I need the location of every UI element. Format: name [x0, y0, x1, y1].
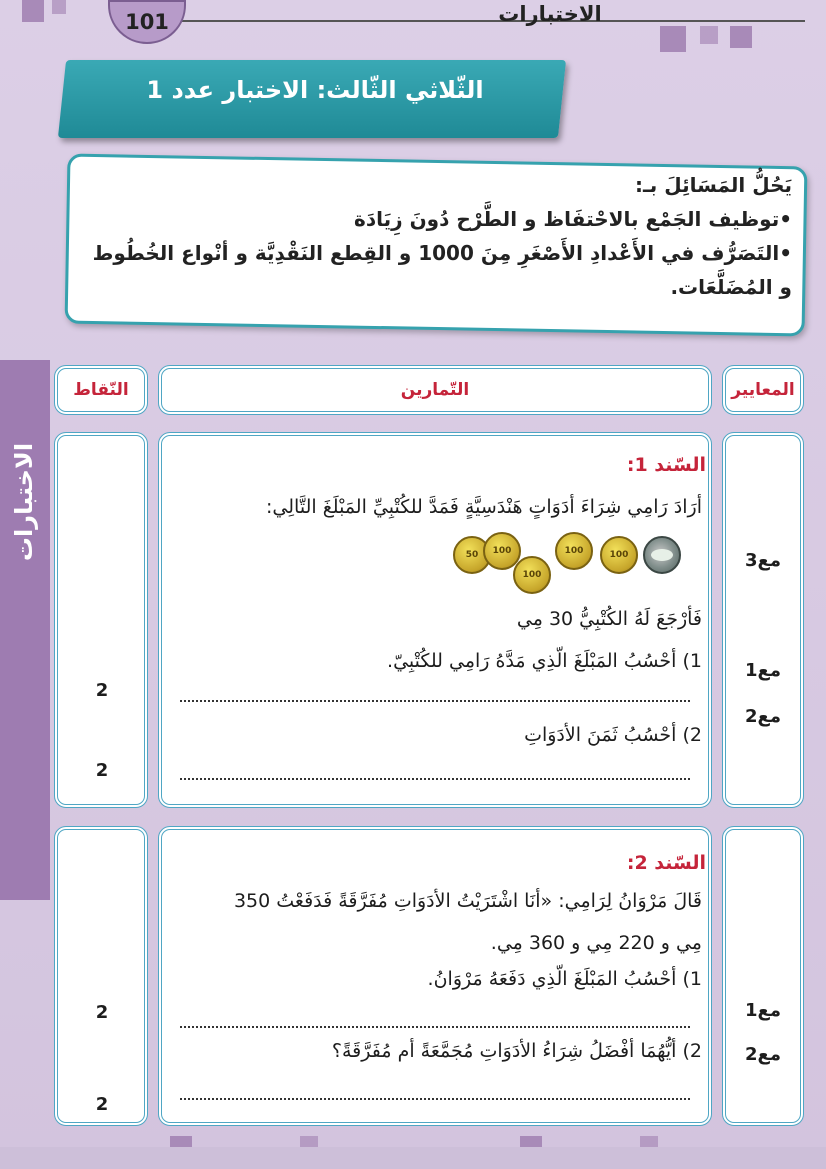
header-section-title: الاختبارات	[498, 2, 602, 26]
header-criteria: المعايير	[731, 380, 795, 400]
decor-square	[730, 26, 752, 48]
decor-square	[660, 26, 686, 52]
section2-heading: السّند 2:	[626, 852, 706, 874]
bimetal-coin	[643, 536, 681, 574]
criterion-label: مع1	[745, 1000, 781, 1021]
section1-heading: السّند 1:	[626, 454, 706, 476]
coin-100: 100	[483, 532, 521, 570]
answer-line	[180, 1098, 690, 1100]
coin-100: 100	[555, 532, 593, 570]
decor-square	[22, 0, 44, 22]
points-value: 2	[95, 760, 109, 781]
section2-criteria-cell	[722, 826, 804, 1126]
objective-line: •توظيف الجَمْع بالاحْتفَاظ و الطَّرْح دُونَ زِيَادَة	[354, 207, 792, 231]
decor-square	[700, 26, 718, 44]
section1-intro: أرَادَ رَامِي شِرَاءَ أدَوَاتٍ هَنْدَسِيَّةٍ فَمَدَّ للكُتْبِيِّ المَبْلَغَ التَّالِي:	[266, 496, 702, 518]
section1-question1: 1) أحْسُبُ المَبْلَغَ الّذِي مَدَّهُ رَامِي للكُتْبِيّ.	[387, 650, 702, 672]
objectives	[92, 168, 792, 304]
fish-icon	[651, 549, 673, 561]
header-points: النّقاط	[73, 380, 129, 400]
section1-question2: 2) أحْسُبُ ثَمَنَ الأدَوَاتِ	[524, 724, 702, 746]
answer-line	[180, 700, 690, 702]
coin-100: 100	[600, 536, 638, 574]
answer-line	[180, 778, 690, 780]
criterion-label: مع2	[745, 1044, 781, 1065]
coins-illustration	[445, 528, 695, 598]
side-tab-label: الاختبارات	[10, 442, 38, 562]
section1-points-cell	[54, 432, 148, 808]
criterion-label: مع1	[745, 660, 781, 681]
header-exercises: التّمارين	[400, 380, 470, 400]
objectives-intro: يَحُلُّ المَسَائِلَ بـ:	[634, 173, 792, 197]
section2-line2: مِي و 220 مِي و 360 مِي.	[490, 932, 702, 954]
section2-question2: 2) أيُّهُمَا أفْضَلُ شِرَاءُ الأدَوَاتِ مُجَمَّعَةً أم مُفَرَّقَةً؟	[331, 1040, 702, 1062]
page-title: الثّلاثي الثّالث: الاختبار عدد 1	[146, 76, 484, 104]
section2-points-cell	[54, 826, 148, 1126]
section1-criteria-cell	[722, 432, 804, 808]
points-value: 2	[95, 680, 109, 701]
points-value: 2	[95, 1094, 109, 1115]
answer-line	[180, 1026, 690, 1028]
section2-line1: قَالَ مَرْوَانُ لِرَامِي: «أنَا اشْتَرَيْتُ الأدَوَاتِ مُفَرَّقَةً فَدَفَعْتُ 350	[233, 890, 702, 912]
decor-square	[52, 0, 66, 14]
footer-strip	[0, 1147, 826, 1169]
section1-return: فَأرْجَعَ لَهُ الكُتْبِيُّ 30 مِي	[516, 608, 702, 630]
criterion-label: مع2	[745, 706, 781, 727]
coin-50: 50	[453, 536, 491, 574]
criterion-label: مع3	[745, 550, 781, 571]
section2-question1: 1) أحْسُبُ المَبْلَغَ الّذِي دَفَعَهُ مَرْوَانُ.	[427, 968, 702, 990]
coin-100: 100	[513, 556, 551, 594]
objective-line: •التَصَرُّف في الأَعْدادِ الأَصْغَرِ مِنَ 1000 و القِطع النَقْدِيَّة و أنْواع الخُطُوط	[92, 241, 792, 265]
points-value: 2	[95, 1002, 109, 1023]
objective-line: و المُضَلَّعَات.	[670, 275, 792, 299]
page-number: 101	[108, 0, 186, 44]
